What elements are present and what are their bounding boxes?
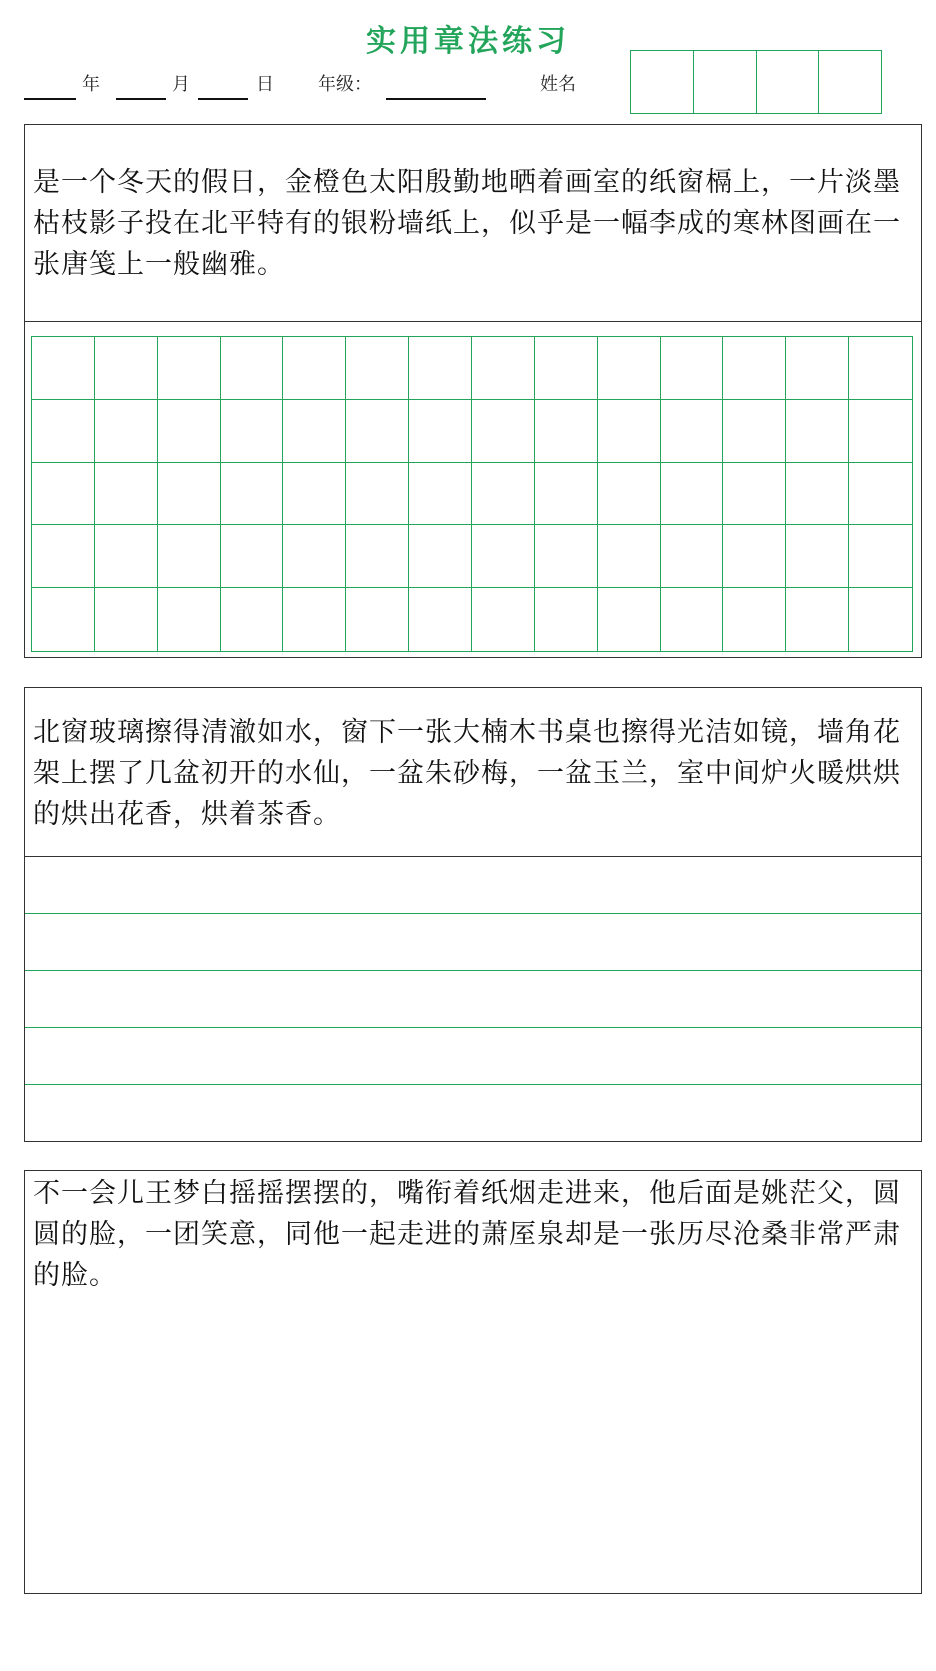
grid-cell[interactable] <box>283 337 346 400</box>
passage-text: 不一会儿王梦白摇摇摆摆的，嘴衔着纸烟走进来，他后面是姚茫父，圆圆的脸，一团笑意，同他一起走进的萧厔泉却是一张历尽沧桑非常严肃的脸。 <box>33 1178 901 1291</box>
grid-cell[interactable] <box>472 337 535 400</box>
grid-cell[interactable] <box>849 463 912 526</box>
grid-cell[interactable] <box>346 525 409 588</box>
grid-cell[interactable] <box>32 588 95 651</box>
grid-cell[interactable] <box>346 588 409 651</box>
day-label: 日 <box>256 74 274 95</box>
month-label: 月 <box>172 74 190 95</box>
grid-cell[interactable] <box>598 525 661 588</box>
grid-cell[interactable] <box>409 463 472 526</box>
grid-cell[interactable] <box>849 337 912 400</box>
grid-cell[interactable] <box>409 525 472 588</box>
passage-text: 是一个冬天的假日，金橙色太阳殷勤地晒着画室的纸窗槅上，一片淡墨枯枝影子投在北平特有的银粉墙纸上，似乎是一幅李成的寒林图画在一张唐笺上一般幽雅。 <box>33 167 901 280</box>
grade-label: 年级： <box>318 74 372 95</box>
grid-cell[interactable] <box>723 337 786 400</box>
grid-cell[interactable] <box>158 588 221 651</box>
grid-cell[interactable] <box>158 525 221 588</box>
grid-cell[interactable] <box>283 463 346 526</box>
grid-cell[interactable] <box>661 337 724 400</box>
grid-cell[interactable] <box>535 400 598 463</box>
grid-cell[interactable] <box>346 463 409 526</box>
grid-cell[interactable] <box>661 400 724 463</box>
grid-cell[interactable] <box>786 337 849 400</box>
grid-cell[interactable] <box>221 337 284 400</box>
name-cell[interactable] <box>757 51 820 113</box>
grid-cell[interactable] <box>472 525 535 588</box>
grid-cell[interactable] <box>409 337 472 400</box>
name-cell[interactable] <box>819 51 881 113</box>
grid-cell[interactable] <box>95 463 158 526</box>
grid-cell[interactable] <box>95 588 158 651</box>
name-box[interactable] <box>630 50 882 114</box>
grid-cell[interactable] <box>221 588 284 651</box>
page-title: 实用章法练习 <box>366 24 570 59</box>
name-label: 姓名 <box>540 74 576 95</box>
grid-cell[interactable] <box>786 588 849 651</box>
grid-cell[interactable] <box>32 337 95 400</box>
grid-cell[interactable] <box>283 400 346 463</box>
writing-line[interactable] <box>25 1084 921 1085</box>
section-divider <box>25 856 921 857</box>
grid-cell[interactable] <box>158 463 221 526</box>
grid-cell[interactable] <box>661 463 724 526</box>
grid-cell[interactable] <box>32 525 95 588</box>
grid-cell[interactable] <box>849 400 912 463</box>
grid-cell[interactable] <box>535 588 598 651</box>
year-blank[interactable] <box>24 98 76 100</box>
grid-cell[interactable] <box>661 588 724 651</box>
section-3 <box>24 1170 922 1594</box>
day-blank[interactable] <box>198 98 248 100</box>
grid-cell[interactable] <box>32 463 95 526</box>
writing-line[interactable] <box>25 970 921 971</box>
grid-cell[interactable] <box>598 588 661 651</box>
writing-line[interactable] <box>25 913 921 914</box>
section-2 <box>24 687 922 1142</box>
grid-cell[interactable] <box>221 400 284 463</box>
grid-cell[interactable] <box>409 400 472 463</box>
grid-cell[interactable] <box>723 525 786 588</box>
grid-cell[interactable] <box>95 337 158 400</box>
name-cell[interactable] <box>631 51 694 113</box>
practice-grid[interactable] <box>31 336 913 652</box>
grid-cell[interactable] <box>723 463 786 526</box>
grid-cell[interactable] <box>472 588 535 651</box>
grid-cell[interactable] <box>32 400 95 463</box>
grid-cell[interactable] <box>723 400 786 463</box>
grid-cell[interactable] <box>786 463 849 526</box>
year-label: 年 <box>82 74 100 95</box>
grid-cell[interactable] <box>283 525 346 588</box>
grid-cell[interactable] <box>535 525 598 588</box>
grid-cell[interactable] <box>661 525 724 588</box>
grid-cell[interactable] <box>535 337 598 400</box>
grid-cell[interactable] <box>158 337 221 400</box>
grid-cell[interactable] <box>786 400 849 463</box>
grid-cell[interactable] <box>786 525 849 588</box>
grid-cell[interactable] <box>346 337 409 400</box>
grid-cell[interactable] <box>598 463 661 526</box>
grid-cell[interactable] <box>598 337 661 400</box>
section-1 <box>24 124 922 658</box>
grid-cell[interactable] <box>598 400 661 463</box>
grid-cell[interactable] <box>95 525 158 588</box>
month-blank[interactable] <box>116 98 166 100</box>
grid-cell[interactable] <box>849 525 912 588</box>
writing-line[interactable] <box>25 1027 921 1028</box>
grade-blank[interactable] <box>386 98 486 100</box>
grid-cell[interactable] <box>535 463 598 526</box>
grid-cell[interactable] <box>221 525 284 588</box>
grid-cell[interactable] <box>723 588 786 651</box>
name-cell[interactable] <box>694 51 757 113</box>
grid-cell[interactable] <box>472 400 535 463</box>
grid-cell[interactable] <box>346 400 409 463</box>
grid-cell[interactable] <box>283 588 346 651</box>
grid-cell[interactable] <box>409 588 472 651</box>
grid-cell[interactable] <box>221 463 284 526</box>
grid-cell[interactable] <box>849 588 912 651</box>
grid-cell[interactable] <box>472 463 535 526</box>
blank-writing-area[interactable] <box>25 1311 921 1593</box>
passage-text: 北窗玻璃擦得清澈如水，窗下一张大楠木书桌也擦得光洁如镜，墙角花架上摆了几盆初开的水仙，一盆朱砂梅，一盆玉兰，室中间炉火暖烘烘的烘出花香，烘着茶香。 <box>33 717 901 830</box>
grid-cell[interactable] <box>95 400 158 463</box>
grid-cell[interactable] <box>158 400 221 463</box>
section-divider <box>25 321 921 322</box>
